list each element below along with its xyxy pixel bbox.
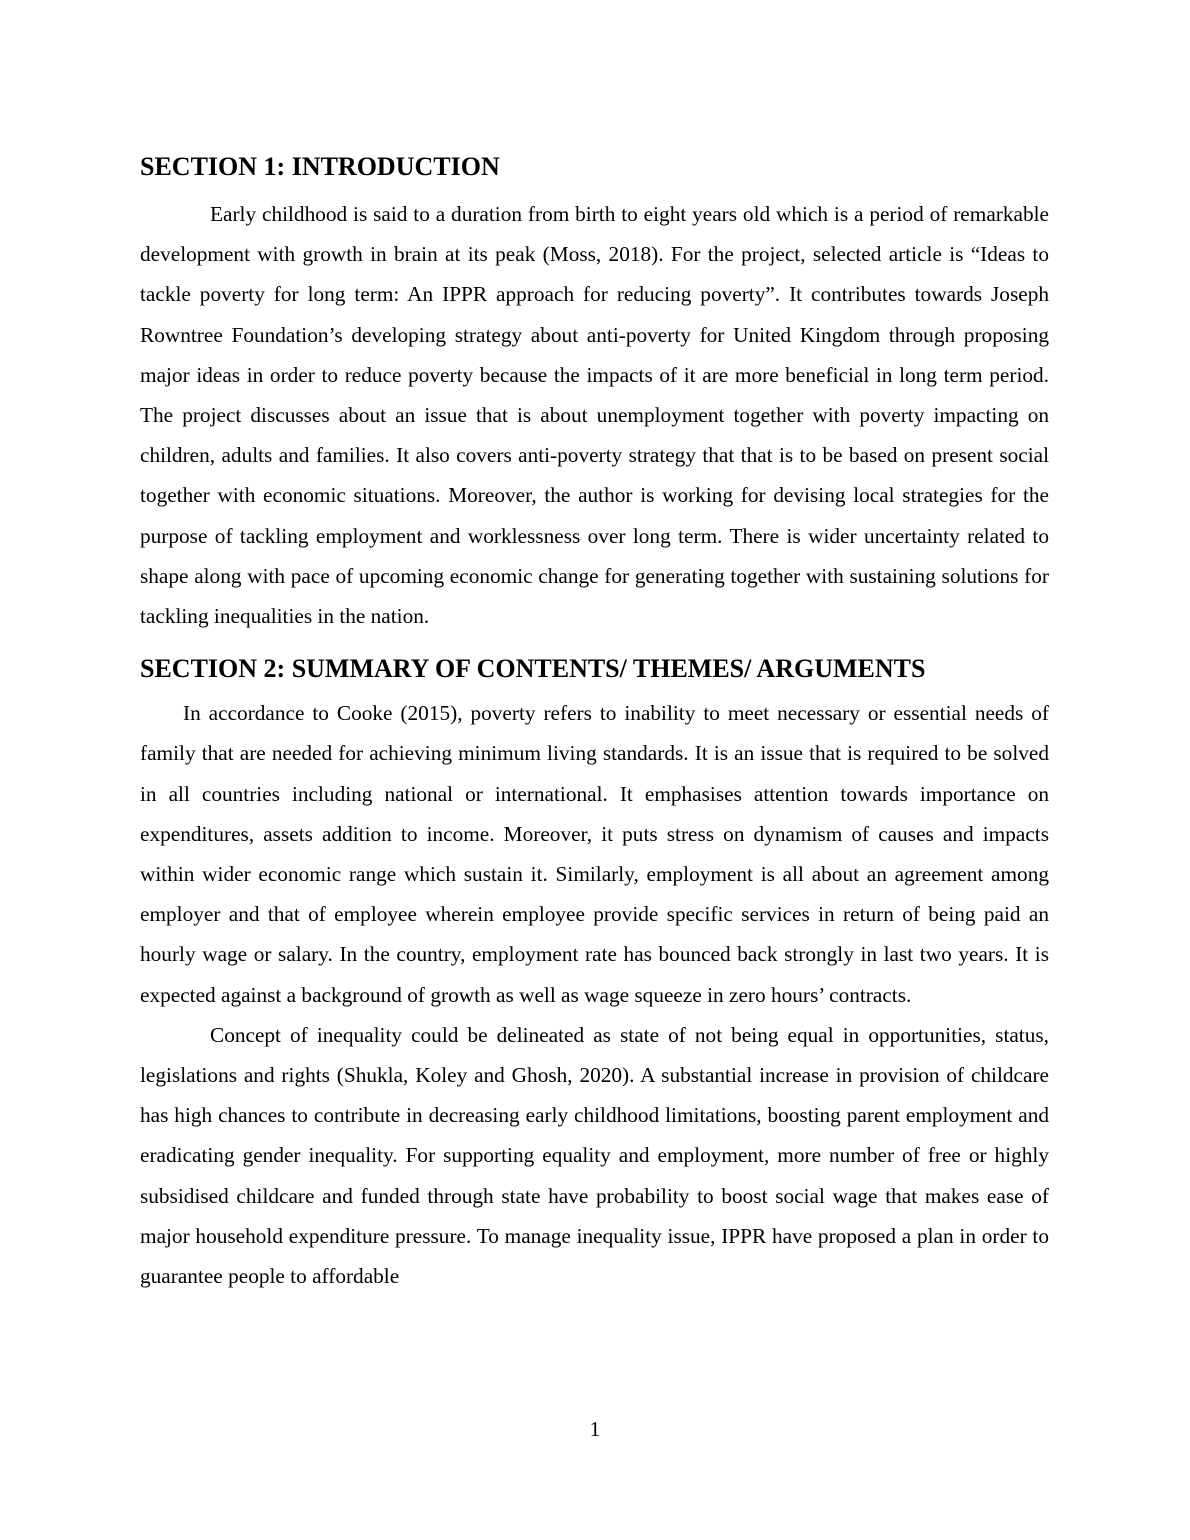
page-number: 1 (589, 1417, 601, 1441)
page-content (140, 150, 1049, 1296)
section-1-heading: SECTION 1: INTRODUCTION (140, 152, 500, 181)
section-1-paragraph-1: Early childhood is said to a duration from birth to eight years old which is a period of remarkable development with growth in brain at its peak (Moss, 2018). For the project, selected article is “Ideas to tackle poverty for long term: An IPPR approach for reducing poverty”. It contributes towards Joseph Rowntree Foundation’s developing strategy about anti-poverty for United Kingdom through proposing major ideas in order to reduce poverty because the impacts of it are more beneficial in long term period. The project discusses about an issue that is about unemployment together with poverty impacting on children, adults and families. It also covers anti-poverty strategy that that is to be based on present social together with economic situations. Moreover, the author is working for devising local strategies for the purpose of tackling employment and worklessness over long term. There is wider uncertainty related to shape along with pace of upcoming economic change for generating together with sustaining solutions for tackling inequalities in the nation. (140, 202, 1049, 629)
section-2-paragraph-1: In accordance to Cooke (2015), poverty refers to inability to meet necessary or essential needs of family that are needed for achieving minimum living standards. It is an issue that is required to be solved in all countries including national or international. It emphasises attention towards importance on expenditures, assets addition to income. Moreover, it puts stress on dynamism of causes and impacts within wider economic range which sustain it. Similarly, employment is all about an agreement among employer and that of employee wherein employee provide specific services in return of being paid an hourly wage or salary. In the country, employment rate has bounced back strongly in last two years. It is expected against a background of growth as well as wage squeeze in zero hours’ contracts. (140, 701, 1049, 1007)
section-2-heading: SECTION 2: SUMMARY OF CONTENTS/ THEMES/ ARGUMENTS (140, 654, 926, 684)
section-2-paragraph-2: Concept of inequality could be delineated as state of not being equal in opportunities, status, legislations and rights (Shukla, Koley and Ghosh, 2020). A substantial increase in provision of childcare has high chances to contribute in decreasing early childhood limitations, boosting parent employment and eradicating gender inequality. For supporting equality and employment, more number of free or highly subsidised childcare and funded through state have probability to boost social wage that makes ease of major household expenditure pressure. To manage inequality issue, IPPR have proposed a plan in order to guarantee people to affordable (140, 1022, 1049, 1289)
